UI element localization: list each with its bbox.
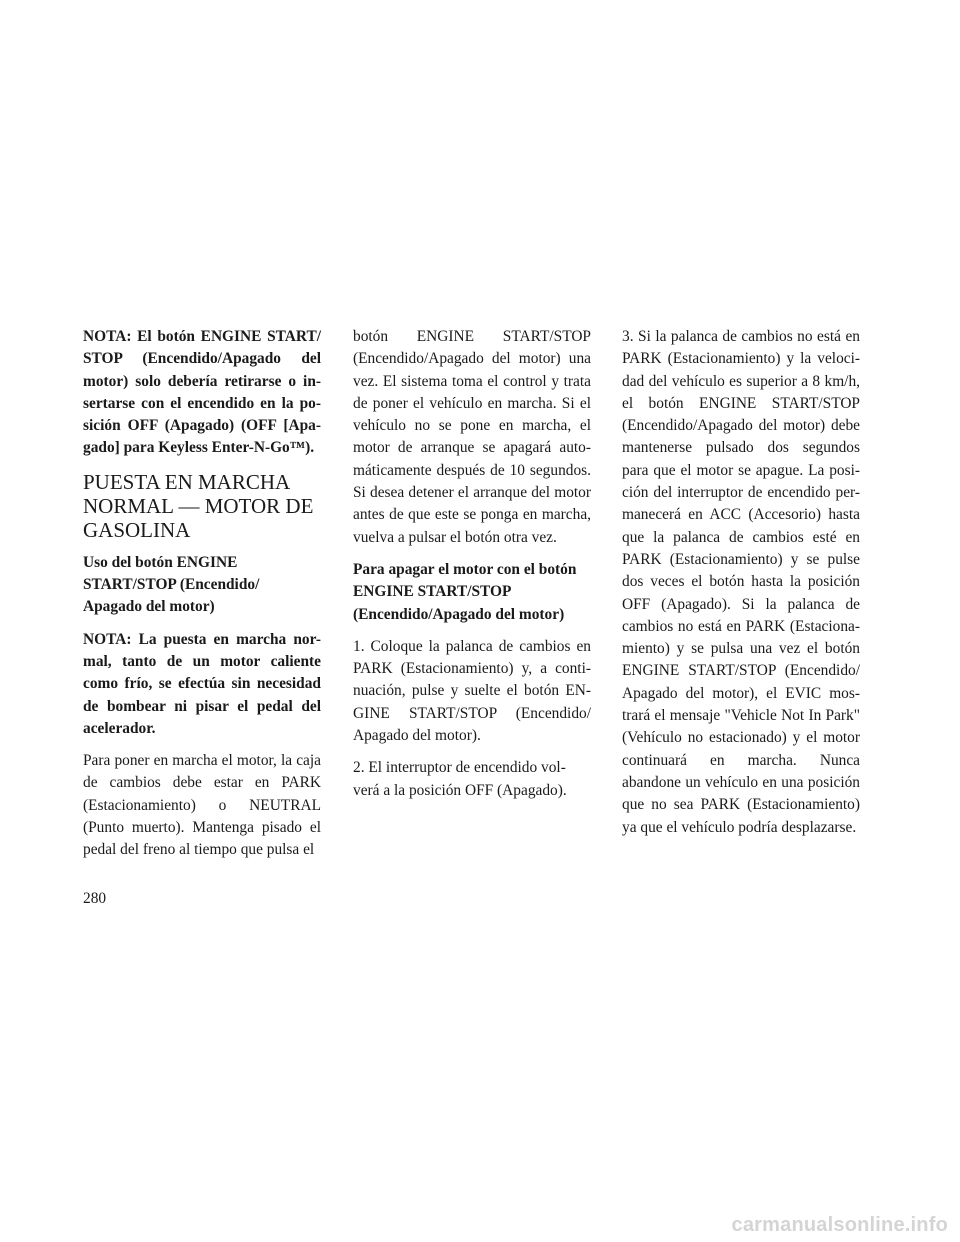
text-column-1	[83, 326, 321, 872]
text-column-2	[353, 326, 591, 812]
text-column-3	[622, 326, 860, 849]
watermark-logo: carmanualsonline.info	[731, 1214, 948, 1236]
subheading-engine-start-stop-use: Uso del botón ENGINE START/STOP (Encendido/ Apagado del motor)	[83, 553, 260, 616]
note-ignition-position: NOTA: El botón ENGINE START/ STOP (Encendido/Apagado del motor) solo debería retirarse o in- sertarse con el encendido en la po- sición OFF (Apagado) (OFF [Apa- gado] para Keyless Enter-N-Go™).	[83, 328, 321, 457]
note-normal-start: NOTA: La puesta en marcha nor- mal, tanto de un motor caliente como frío, se efectúa sin necesidad de bombear ni pisar el pedal del acelerador.	[83, 630, 321, 737]
subheading-stop-engine: Para apagar el motor con el botón ENGINE START/STOP (Encendido/Apagado del motor)	[353, 560, 577, 623]
section-heading-normal-start: PUESTA EN MARCHA NORMAL — MOTOR DE GASOLINA	[83, 469, 314, 542]
step-2: 2. El interruptor de encendido vol- verá a la posición OFF (Apagado).	[353, 759, 567, 799]
step-1: 1. Coloque la palanca de cambios en PARK (Estacionamiento) y, a conti- nuación, pulse y suelte el botón EN- GINE START/STOP (Encendido/ Apagado del motor).	[353, 637, 591, 745]
paragraph-start-procedure-cont: botón ENGINE START/STOP (Encendido/Apagado del motor) una vez. El sistema toma el control y trata de poner el vehículo en marcha. Si el vehículo no se pone en marcha, el motor de arranque se apagará auto- máticamente después de 10 segundos. Si desea detener el arranque del motor antes de que este se ponga en marcha, vuelva a pulsar el botón otra vez.	[353, 328, 591, 546]
step-3: 3. Si la palanca de cambios no está en PARK (Estacionamiento) y la veloci- dad del vehículo es superior a 8 km/h, el botón ENGINE START/STOP (Encendido/Apagado del motor) debe mantenerse pulsado dos segundos para que el motor se apague. La posi- ción del interruptor de encendido per- manecerá en ACC (Accesorio) hasta que la palanca de cambios esté en PARK (Estacionamiento) y se pulse dos veces el botón hasta la posición OFF (Apagado). Si la palanca de cambios no está en PARK (Estaciona- miento) y se pulsa una vez el botón ENGINE START/STOP (Encendido/ Apagado del motor), el EVIC mos- trará el mensaje "Vehicle Not In Park" (Vehículo no estacionado) y el motor continuará en marcha. Nunca abandone un vehículo en una posición que no sea PARK (Estacionamiento) ya que el vehículo podría desplazarse.	[622, 328, 860, 836]
paragraph-start-procedure: Para poner en marcha el motor, la caja de cambios debe estar en PARK (Estacionamiento) o NEUTRAL (Punto muerto). Mantenga pisado el pedal del freno al tiempo que pulsa el	[83, 752, 321, 859]
page-number: 280	[83, 890, 107, 907]
